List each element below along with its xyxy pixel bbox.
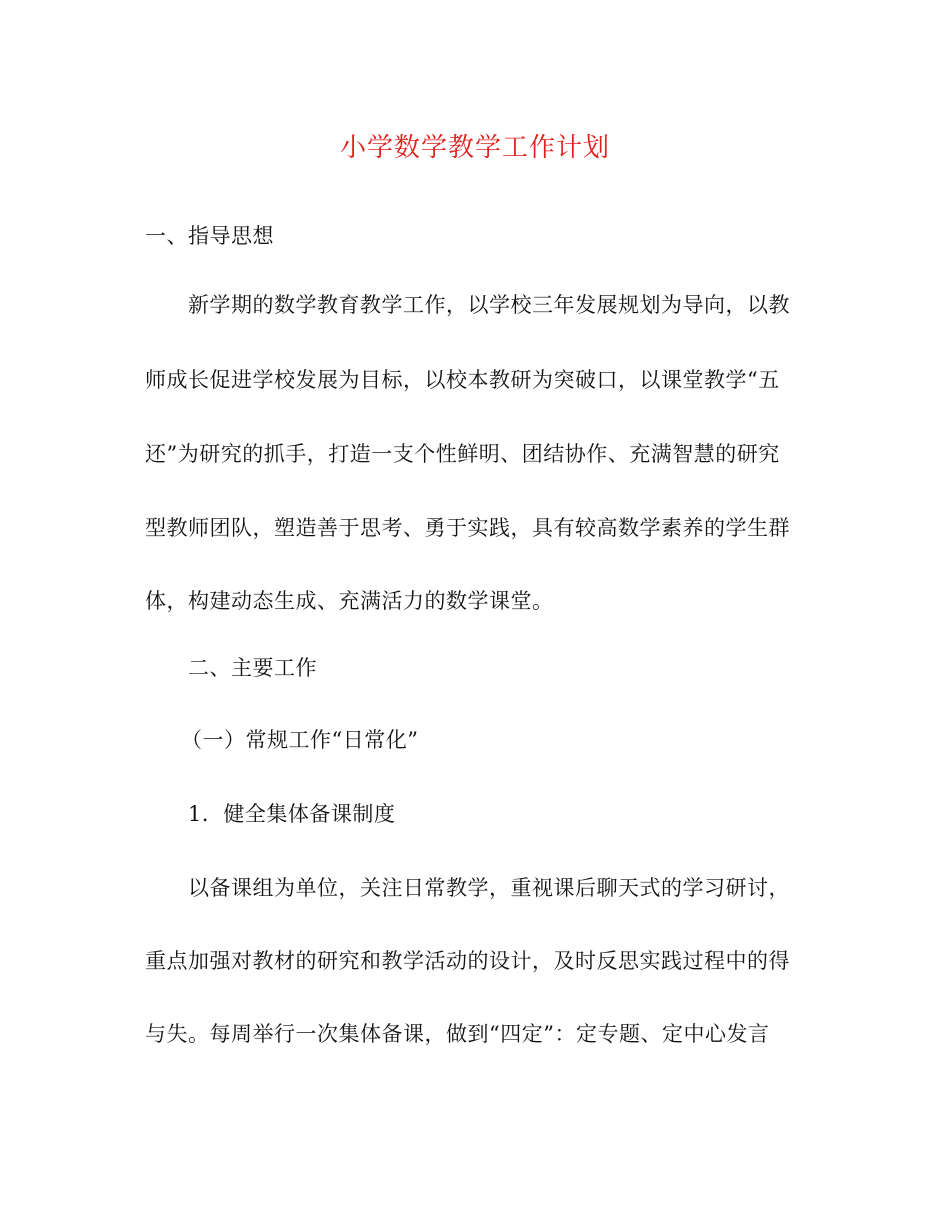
section-heading-guiding-ideology: 一、指导思想	[145, 224, 274, 248]
paragraph-line: 新学期的数学教育教学工作，以学校三年发展规划为导向，以教	[188, 293, 790, 317]
subsection-heading-routine-work: （一）常规工作“日常化”	[181, 728, 419, 752]
paragraph-line: 以备课组为单位，关注日常教学，重视课后聊天式的学习研讨，	[188, 876, 790, 900]
document-title: 小学数学教学工作计划	[339, 133, 610, 163]
paragraph-line: 师成长促进学校发展为目标，以校本教研为突破口，以课堂教学“五	[145, 368, 780, 392]
paragraph-line: 还”为研究的抓手，打造一支个性鲜明、团结协作、充满智慧的研究	[145, 442, 780, 466]
section-heading-main-work: 二、主要工作	[188, 656, 317, 680]
paragraph-line: 体，构建动态生成、充满活力的数学课堂。	[145, 589, 554, 613]
paragraph-line: 型教师团队，塑造善于思考、勇于实践，具有较高数学素养的学生群	[145, 516, 790, 540]
paragraph-line: 与失。每周举行一次集体备课，做到“四定”：定专题、定中心发言	[145, 1022, 770, 1046]
item-heading-collective-lesson-prep: 1．健全集体备课制度	[188, 802, 396, 826]
paragraph-line: 重点加强对教材的研究和教学活动的设计，及时反思实践过程中的得	[145, 949, 790, 973]
